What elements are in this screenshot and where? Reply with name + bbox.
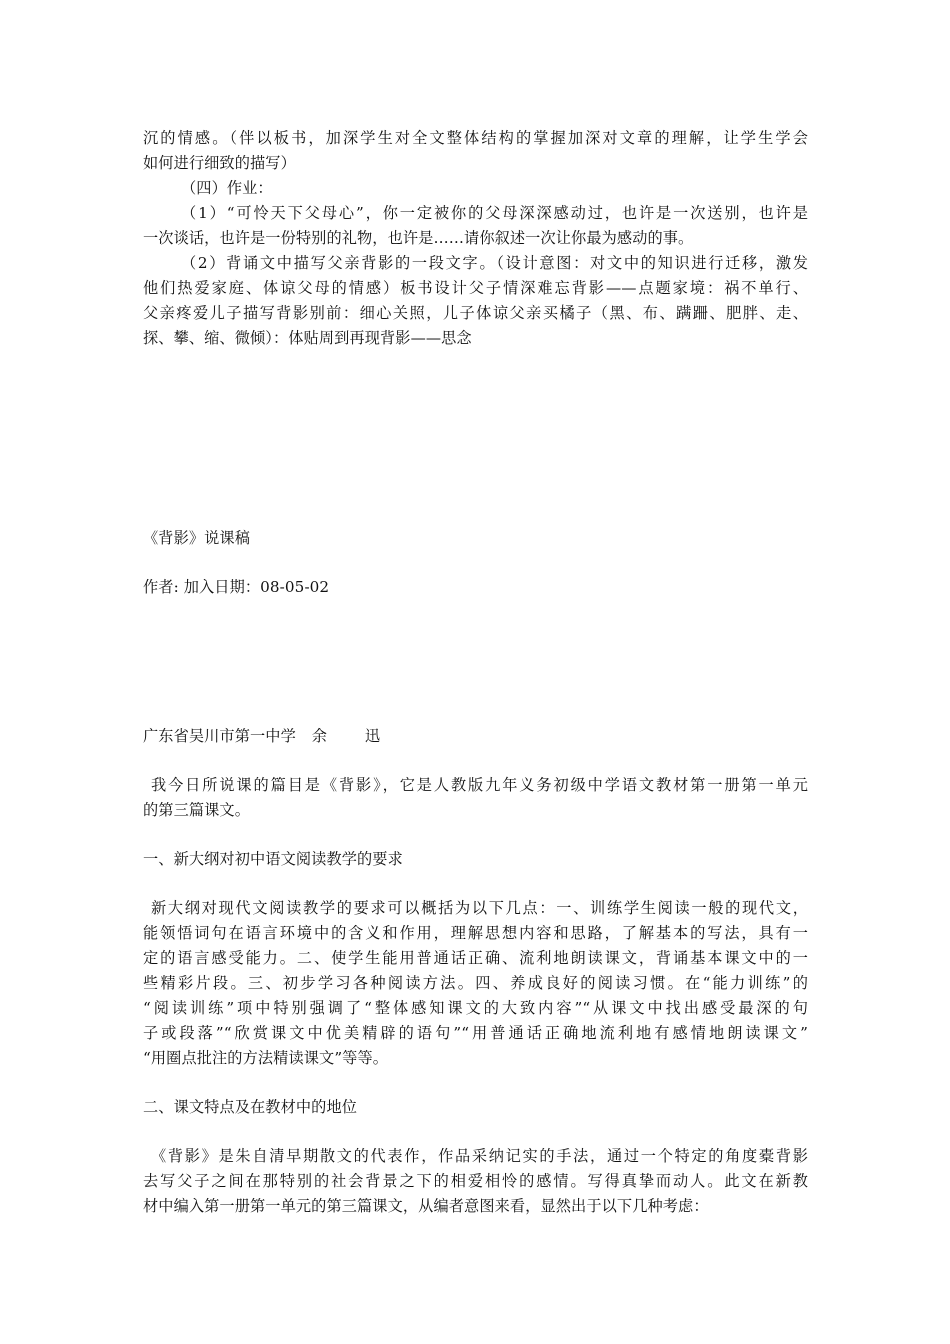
- paragraph-line: 些精彩片段。三、初步学习各种阅读方法。四、养成良好的阅读习惯。在“能力训练”的: [143, 974, 808, 992]
- author-name-second: 迅: [364, 727, 381, 745]
- paragraph-line: “阅读训练”项中特别强调了“整体感知课文的大致内容”“从课文中找出感受最深的句: [143, 999, 808, 1017]
- author-signature: [143, 726, 380, 746]
- article-meta: 作者: 加入日期：08-05-02: [143, 578, 330, 596]
- article-title: 《背影》说课稿: [143, 529, 251, 547]
- paragraph-line: 探、攀、缩、微倾）：体贴周到再现背影——思念: [143, 329, 472, 347]
- paragraph-line: 如何进行细致的描写）: [143, 154, 296, 172]
- paragraph-line: 他们热爱家庭、体谅父母的情感）板书设计父子情深难忘背影——点题家境：祸不单行、: [143, 279, 808, 297]
- author-name-first: 余: [311, 727, 328, 745]
- paragraph-line: （1）“可怜天下父母心”，你一定被你的父母深深感动过，也许是一次送别，也许是: [181, 204, 808, 222]
- homework-heading: （四）作业：: [181, 179, 273, 197]
- section-heading: 二、课文特点及在教材中的地位: [143, 1098, 358, 1116]
- paragraph-line: 定的语言感受能力。二、使学生能用普通话正确、流利地朗读课文，背诵基本课文中的一: [143, 949, 808, 967]
- paragraph-line: 的第三篇课文。: [143, 801, 251, 819]
- paragraph-line: 沉的情感。（伴以板书，加深学生对全文整体结构的掌握加深对文章的理解，让学生学会: [143, 129, 808, 147]
- paragraph-line: 《背影》是朱自清早期散文的代表作，作品采纳记实的手法，通过一个特定的角度橐背影: [151, 1147, 808, 1165]
- paragraph-line: 材中编入第一册第一单元的第三篇课文，从编者意图来看，显然出于以下几种考虑：: [143, 1197, 709, 1215]
- paragraph-line: 我今日所说课的篇目是《背影》，它是人教版九年义务初级中学语文教材第一册第一单元: [151, 776, 808, 794]
- paragraph-line: 父亲疼爱儿子描写背影别前：细心关照，儿子体谅父亲买橘子（黑、布、蹒跚、肥胖、走、: [143, 304, 808, 322]
- paragraph-line: 新大纲对现代文阅读教学的要求可以概括为以下几点：一、训练学生阅读一般的现代文，: [151, 899, 808, 917]
- school-name: 广东省吴川市第一中学: [143, 727, 296, 745]
- paragraph-line: 一次谈话，也许是一份特别的礼物，也许是……请你叙述一次让你最为感动的事。: [143, 229, 694, 247]
- section-heading: 一、新大纲对初中语文阅读教学的要求: [143, 850, 403, 868]
- paragraph-line: “用圈点批注的方法精读课文”等等。: [143, 1049, 389, 1067]
- paragraph-line: 去写父子之间在那特别的社会背景之下的相爱相怜的感情。写得真挚而动人。此文在新教: [143, 1172, 808, 1190]
- paragraph-line: 能领悟词句在语言环境中的含义和作用，理解思想内容和思路，了解基本的写法，具有一: [143, 924, 808, 942]
- paragraph-line: 子或段落”“欣赏课文中优美精辟的语句”“用普通话正确地流利地有感情地朗读课文”: [143, 1024, 808, 1042]
- paragraph-line: （2）背诵文中描写父亲背影的一段文字。（设计意图：对文中的知识进行迁移，激发: [181, 254, 808, 272]
